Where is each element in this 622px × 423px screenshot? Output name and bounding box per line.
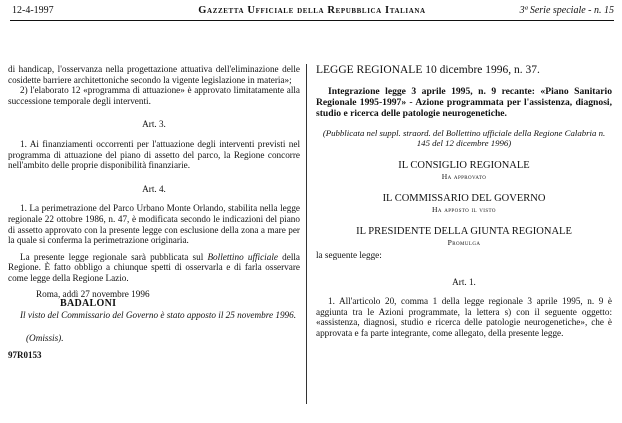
article-4-heading: Art. 4.	[142, 183, 166, 194]
signer-name: BADALONI	[60, 298, 117, 310]
header-date: 12-4-1997	[12, 5, 54, 16]
right-column	[316, 64, 612, 339]
left-paragraph-2: 2) l'elaborato 12 «programma di attuazione» è approvato limitatamente alla successione temporale degli interventi.	[8, 85, 300, 106]
omissis-note: (Omissis).	[26, 333, 64, 344]
article-1-heading: Art. 1.	[452, 276, 476, 287]
council-action: Ha approvato	[441, 172, 487, 181]
publication-text-a: La presente legge regionale sarà pubblicata sul	[20, 251, 208, 262]
bollettino-italic: Bollettino ufficiale	[207, 251, 278, 262]
president-action: Promulga	[447, 238, 481, 247]
law-subtitle: Integrazione legge 3 aprile 1995, n. 9 recante: «Piano Sanitario Regionale 1995-1997» - Azione programmata per l'assistenza, diagnosi, studio e ricerca delle patologie neurogenetiche.	[316, 86, 612, 119]
article-3-heading: Art. 3.	[142, 119, 166, 130]
law-title: LEGGE REGIONALE 10 dicembre 1996, n. 37.	[316, 64, 540, 76]
publication-text-b: della Regione. È fatto obbligo a chiunque spetti di osservarla e di farla osservare come legge della Regione Lazio.	[8, 251, 301, 283]
article-4-paragraph: 1. La perimetrazione del Parco Urbano Monte Orlando, stabilita nella legge regionale 22 ottobre 1986, n. 47, è modificata secondo le indicazioni del piano di assetto approvato con la presente legge con esclusione della zona a mare per la quale si conferma la perimetrazione originaria.	[8, 203, 300, 246]
page-header	[10, 4, 614, 18]
column-divider	[306, 64, 307, 404]
left-column	[8, 64, 300, 360]
article-3-paragraph: 1. Ai finanziamenti occorrenti per l'attuazione degli interventi previsti nel programma di attuazione del piano di assetto del parco, la Regione concorre nell'ambito delle proprie disponibilità finanziarie.	[8, 138, 300, 171]
president-heading: IL PRESIDENTE DELLA GIUNTA REGIONALE	[356, 226, 572, 237]
commissioner-heading: IL COMMISSARIO DEL GOVERNO	[382, 193, 546, 204]
commissioner-action: Ha apposto il visto	[432, 205, 496, 214]
article-1-paragraph: 1. All'articolo 20, comma 1 della legge regionale 3 aprile 1995, n. 9 è aggiunta tra le Azioni programmate, la lettera s) con il seguente oggetto: «assistenza, diagnosi, studio e ricerca delle patologie neurogenetiche», che è approvata e fa parte integrante, come allegato, della presente legge.	[316, 296, 612, 338]
law-intro: la seguente legge:	[316, 250, 382, 260]
place-date: Roma, addì 27 novembre 1996	[36, 288, 150, 299]
council-heading: IL CONSIGLIO REGIONALE	[398, 160, 530, 171]
header-rule	[10, 20, 614, 21]
publication-paragraph	[8, 252, 300, 284]
left-paragraph-1: di handicap, l'osservanza nella progettazione attuativa dell'eliminazione delle cosidette barriere architettoniche secondo la vigente legislazione in materia»;	[8, 64, 300, 85]
document-code: 97R0153	[8, 349, 42, 360]
header-series: 3ª Serie speciale - n. 15	[519, 5, 614, 16]
publication-note: (Pubblicata nel suppl. straord. del Bollettino ufficiale della Regione Calabria n. 145 del 12 dicembre 1996)	[322, 128, 606, 148]
visto-note: Il visto del Commissario del Governo è stato apposto il 25 novembre 1996.	[20, 309, 297, 320]
header-title: Gazzetta Ufficiale della Repubblica Italiana	[198, 5, 426, 16]
